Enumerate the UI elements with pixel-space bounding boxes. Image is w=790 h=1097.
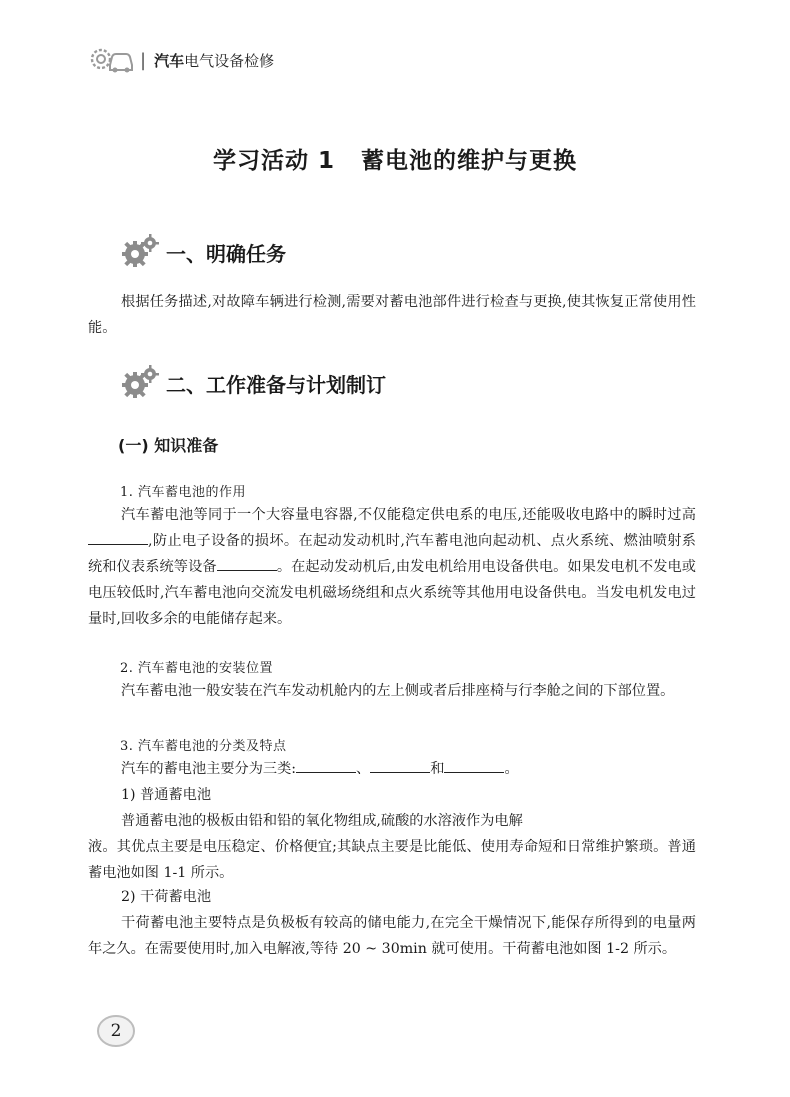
header-separator: | (140, 49, 147, 71)
paragraph-function: 汽车蓄电池等同于一个大容量电容器,不仅能稳定供电系的电压,还能吸收电路中的瞬时过高,防止电子设备的损坏。在起动发动机时,汽车蓄电池向起动机、点火系统、燃油喷射系统和仪表系统等设备 。在起动发动机后,由发电机给用电设备供电。如果发电机不发电或电压较低时,汽车蓄电池向交流发电机磁场绕组和点火系统等其他用电设备供电。当发电机发电过量时,回收多余的电能储存起来。 (88, 507, 696, 627)
gears-icon (120, 232, 160, 272)
paragraph-location: 汽车蓄电池一般安装在汽车发动机舱内的左上侧或者后排座椅与行李舱之间的下部位置。 (121, 683, 675, 699)
section-heading-2 (120, 363, 386, 403)
fill-blank[interactable] (296, 758, 356, 773)
item-heading-1: 1. 汽车蓄电池的作用 (120, 485, 247, 500)
fill-blank[interactable] (370, 758, 430, 773)
section-title: 一、明确任务 (166, 241, 286, 266)
paragraph-classification: 汽车的蓄电池主要分为三类: 、 和 。 (88, 756, 696, 782)
item-heading-3: 3. 汽车蓄电池的分类及特点 (120, 739, 287, 754)
book-title: 汽车电气设备检修 (154, 51, 275, 70)
running-header (88, 44, 274, 76)
fill-blank[interactable] (88, 530, 148, 545)
fill-blank[interactable] (444, 758, 504, 773)
item-heading-2: 2. 汽车蓄电池的安装位置 (120, 661, 274, 676)
subsection-heading: (一) 知识准备 (118, 436, 219, 455)
section-title: 二、工作准备与计划制订 (166, 372, 386, 397)
type-heading-1: 1) 普通蓄电池 (121, 787, 212, 803)
gears-icon (120, 363, 160, 403)
page-number: 2 (95, 1013, 137, 1049)
section-heading-1 (120, 232, 286, 272)
activity-title (0, 142, 790, 175)
paragraph-ordinary-battery: 普通蓄电池的极板由铅和铅的氧化物组成,硫酸的水溶液作为电解 液。其优点主要是电压稳定、价格便宜;其缺点主要是比能低、使用寿命短和日常维护繁琐。普通蓄电池如图 1-1 所示。 (88, 813, 696, 881)
activity-name: 蓄电池的维护与更换 (361, 148, 577, 174)
task-paragraph: 根据任务描述,对故障车辆进行检测,需要对蓄电池部件进行检查与更换,使其恢复正常使用性能。 (88, 294, 696, 336)
car-gear-logo-icon (88, 45, 134, 75)
type-heading-2: 2) 干荷蓄电池 (121, 889, 212, 905)
paragraph-dry-charged-battery: 干荷蓄电池主要特点是负极板有较高的储电能力,在完全干燥情况下,能保存所得到的电量两年之久。在需要使用时,加入电解液,等待 20 ~ 30min 就可使用。干荷蓄电池如图 1-2 所示。 (88, 915, 696, 957)
fill-blank[interactable] (217, 556, 277, 571)
activity-number: 学习活动 1 (212, 148, 335, 174)
